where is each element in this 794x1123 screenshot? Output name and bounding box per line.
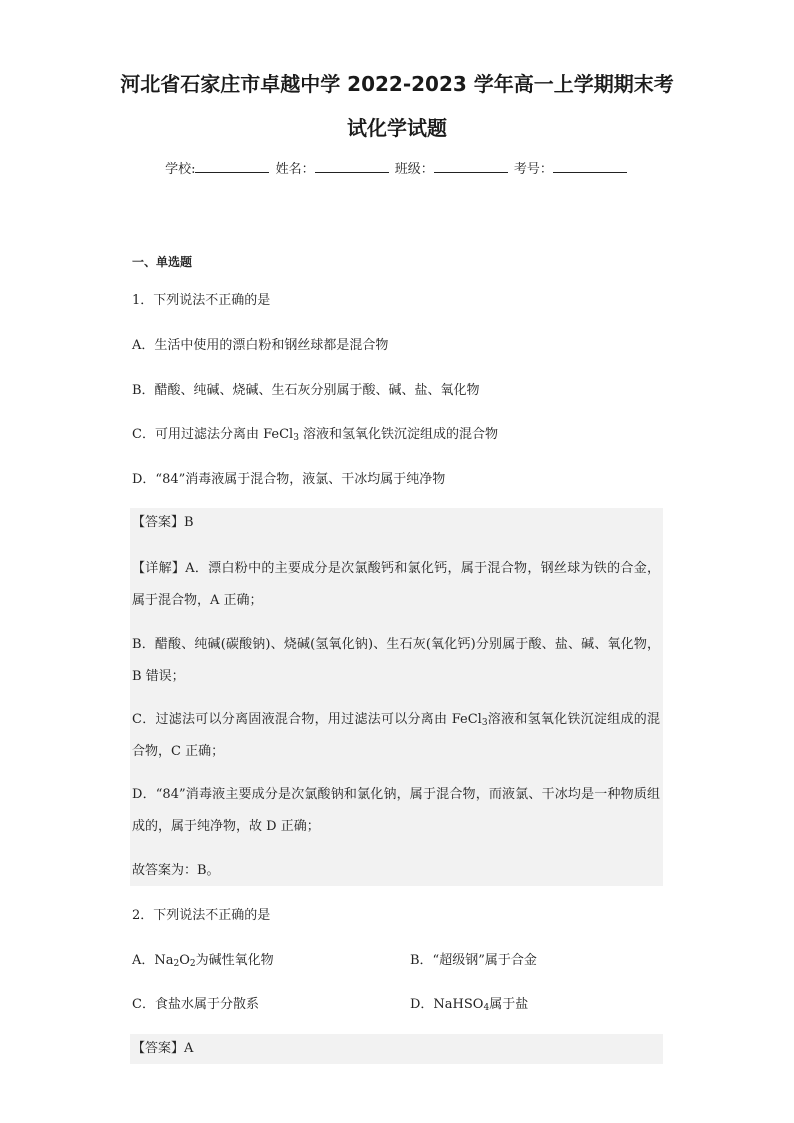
- section-heading: 一、单选题: [132, 255, 193, 269]
- q1-detail-b: B．醋酸、纯碱(碳酸钠)、烧碱(氢氧化钠)、生石灰(氧化钙)分别属于酸、盐、碱、氧化物，B 错误；: [132, 637, 660, 684]
- q1-answer: 【答案】B: [132, 515, 194, 530]
- exam-number-label: 考号：: [513, 162, 553, 177]
- q1-option-c: C．可用过滤法分离由 FeCl$_3$ 溶液和氢氧化铁沉淀组成的混合物: [132, 427, 499, 443]
- q1-option-a: A．生活中使用的漂白粉和钢丝球都是混合物: [132, 338, 389, 353]
- q2-stem: 2．下列说法不正确的是: [132, 908, 271, 923]
- q2-option-c: C．食盐水属于分散系: [132, 997, 259, 1012]
- school-blank[interactable]: [195, 160, 269, 173]
- q1-detail-a: 【详解】A．漂白粉中的主要成分是次氯酸钙和氯化钙，属于混合物，钢丝球为铁的合金，属于混合物，A 正确；: [132, 561, 660, 608]
- student-info-row: [0, 158, 794, 177]
- q1-detail-c: C．过滤法可以分离固液混合物，用过滤法可以分离由 FeCl$_3$溶液和氢氧化铁沉淀组成的混合物，C 正确；: [132, 712, 660, 759]
- exam-title-line2: 试化学试题: [347, 116, 447, 140]
- class-label: 班级：: [394, 162, 434, 177]
- q2-answer: 【答案】A: [132, 1041, 194, 1056]
- q1-conclusion: 故答案为：B。: [132, 863, 220, 878]
- q2-option-a: A．$Na_2O_2$为碱性氧化物: [132, 953, 274, 969]
- q1-option-b: B．醋酸、纯碱、烧碱、生石灰分别属于酸、碱、盐、氧化物: [132, 383, 480, 398]
- class-blank[interactable]: [434, 160, 508, 173]
- q2-option-b: B．“超级钢”属于合金: [410, 953, 537, 968]
- q2-option-d: D．NaHSO$_4$属于盐: [410, 997, 529, 1013]
- school-label: 学校:: [165, 162, 196, 177]
- q1-detail-d: D．“84”消毒液主要成分是次氯酸钠和氯化钠，属于混合物，而液氯、干冰均是一种物质组成的，属于纯净物，故 D 正确；: [132, 787, 660, 834]
- q1-option-d: D．“84”消毒液属于混合物，液氯、干冰均属于纯净物: [132, 472, 446, 487]
- q1-stem: 1．下列说法不正确的是: [132, 293, 271, 308]
- name-blank[interactable]: [315, 160, 389, 173]
- exam-number-blank[interactable]: [553, 160, 627, 173]
- exam-title-line1: 河北省石家庄市卓越中学 2022-2023 学年高一上学期期末考: [120, 72, 674, 96]
- name-label: 姓名：: [275, 162, 315, 177]
